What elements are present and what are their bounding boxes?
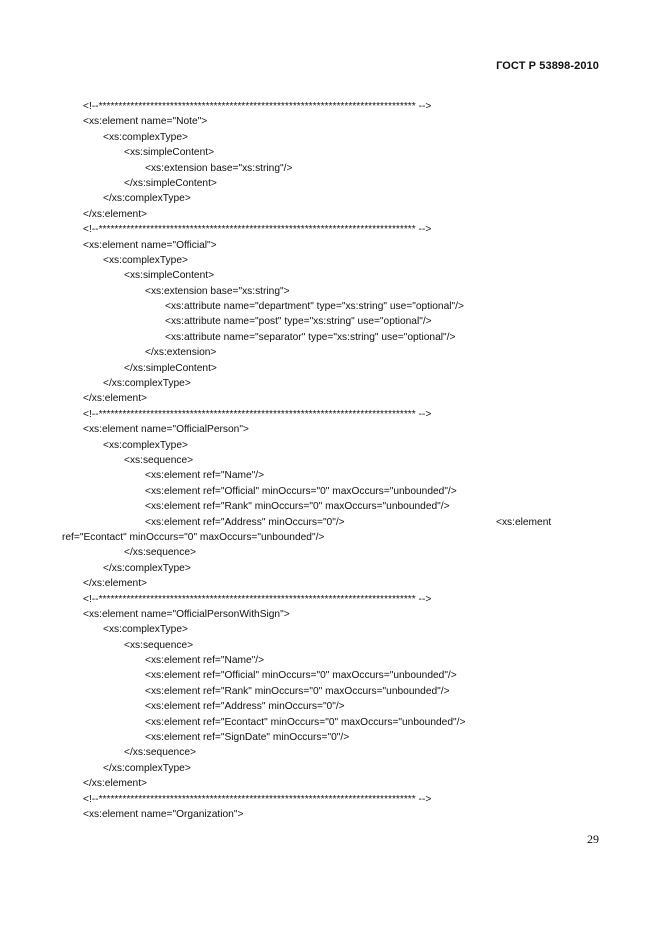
code-line-text: <!--******************************************************************************** --> — [83, 408, 432, 420]
code-line — [0, 145, 661, 160]
page-number: 29 — [587, 832, 599, 846]
code-line-text: <!--******************************************************************************** --> — [83, 593, 432, 605]
code-line-text: </xs:simpleContent> — [124, 362, 217, 374]
code-line-text: <xs:attribute name="department" type="xs:string" use="optional"/> — [165, 301, 464, 313]
code-line-text: <xs:simpleContent> — [124, 147, 215, 159]
code-line-text: <xs:simpleContent> — [124, 270, 215, 282]
code-line-text: </xs:element> — [83, 778, 147, 790]
code-line — [0, 161, 661, 176]
code-line — [0, 345, 661, 360]
code-line — [0, 730, 661, 745]
code-line — [0, 253, 661, 268]
code-line — [0, 638, 661, 653]
code-line-text: <xs:complexType> — [103, 624, 188, 636]
code-line — [0, 515, 661, 530]
code-line-text: </xs:element> — [83, 208, 147, 220]
code-line-text: </xs:complexType> — [103, 378, 191, 390]
code-line — [0, 653, 661, 668]
code-line — [0, 376, 661, 391]
code-line — [0, 407, 661, 422]
code-line-text: <xs:extension base="xs:string"/> — [145, 162, 293, 174]
code-line-text: </xs:element> — [83, 393, 147, 405]
code-line — [0, 561, 661, 576]
code-line — [0, 191, 661, 206]
code-line-text: <xs:element name="Official"> — [83, 239, 217, 251]
code-line-text: <xs:sequence> — [124, 639, 194, 651]
code-line — [0, 361, 661, 376]
code-line — [0, 484, 661, 499]
code-line-text: <xs:element ref="Rank" minOccurs="0" maxOccurs="unbounded"/> — [145, 501, 450, 513]
code-line — [0, 807, 661, 822]
xml-schema-listing — [0, 99, 661, 822]
code-line — [0, 622, 661, 637]
code-line — [0, 238, 661, 253]
document-standard-header: ГОСТ Р 53898-2010 — [496, 60, 599, 72]
code-line — [0, 792, 661, 807]
code-line-text: <xs:element ref="Name"/> — [145, 470, 265, 482]
code-line-text: </xs:simpleContent> — [124, 177, 217, 189]
code-line-text: <xs:complexType> — [103, 439, 188, 451]
code-line-wrapped-tail: <xs:element — [496, 516, 552, 528]
code-line-text: <xs:sequence> — [124, 454, 194, 466]
code-line — [0, 453, 661, 468]
code-line-text: <!--******************************************************************************** --> — [83, 224, 432, 236]
code-line-text: <xs:attribute name="separator" type="xs:string" use="optional"/> — [165, 331, 456, 343]
code-line — [0, 176, 661, 191]
code-line-text: <xs:complexType> — [103, 254, 188, 266]
code-line-text: </xs:complexType> — [103, 762, 191, 774]
code-line-text: <xs:element ref="Econtact" minOccurs="0" maxOccurs="unbounded"/> — [145, 716, 466, 728]
code-line — [0, 745, 661, 760]
code-line-text: <!--******************************************************************************** --> — [83, 101, 432, 112]
code-line-text: </xs:sequence> — [124, 747, 196, 759]
code-line — [0, 607, 661, 622]
code-line-text: <xs:element name="OfficialPersonWithSign"> — [83, 608, 290, 620]
code-line — [0, 545, 661, 560]
code-line-text: <xs:element ref="SignDate" minOccurs="0"/> — [145, 732, 350, 744]
code-line — [0, 391, 661, 406]
code-line-text: </xs:sequence> — [124, 547, 196, 559]
code-line-text: <xs:element ref="Rank" minOccurs="0" maxOccurs="unbounded"/> — [145, 685, 450, 697]
code-line-text: <xs:element ref="Address" minOccurs="0"/> — [145, 701, 345, 713]
code-line-text: <xs:element name="OfficialPerson"> — [83, 424, 249, 436]
code-line-text: <xs:attribute name="post" type="xs:string" use="optional"/> — [165, 316, 432, 328]
code-line — [0, 268, 661, 283]
code-line — [0, 222, 661, 237]
code-line — [0, 99, 661, 114]
code-line — [0, 314, 661, 329]
code-line-text: <xs:element ref="Address" minOccurs="0"/> — [145, 516, 345, 528]
code-line — [0, 130, 661, 145]
code-line-text: <xs:element ref="Official" minOccurs="0" maxOccurs="unbounded"/> — [145, 670, 457, 682]
code-line — [0, 330, 661, 345]
code-line — [0, 699, 661, 714]
code-line-text: <xs:extension base="xs:string"> — [145, 285, 290, 297]
code-line-text: <xs:element ref="Name"/> — [145, 655, 265, 667]
code-line-text: <xs:element name="Organization"> — [83, 808, 244, 820]
code-line — [0, 422, 661, 437]
code-line — [0, 684, 661, 699]
code-line — [0, 576, 661, 591]
code-line — [0, 715, 661, 730]
code-line-text: <!--******************************************************************************** --> — [83, 793, 432, 805]
code-line-text: </xs:complexType> — [103, 562, 191, 574]
code-line-text: </xs:extension> — [145, 347, 217, 359]
code-line — [0, 438, 661, 453]
code-line — [0, 284, 661, 299]
code-line-text: <xs:element name="Note"> — [83, 116, 208, 128]
code-line-text: </xs:complexType> — [103, 193, 191, 205]
code-line-text: <xs:element ref="Official" minOccurs="0" maxOccurs="unbounded"/> — [145, 485, 457, 497]
code-line — [0, 299, 661, 314]
code-line — [0, 114, 661, 129]
code-line — [0, 207, 661, 222]
code-line-text: </xs:element> — [83, 578, 147, 590]
code-line — [0, 776, 661, 791]
code-line — [0, 761, 661, 776]
code-line-text: ref="Econtact" minOccurs="0" maxOccurs="unbounded"/> — [62, 531, 325, 543]
code-line — [0, 499, 661, 514]
code-line — [0, 592, 661, 607]
code-line — [0, 530, 661, 545]
code-line-text: <xs:complexType> — [103, 131, 188, 143]
code-line — [0, 468, 661, 483]
code-line — [0, 668, 661, 683]
